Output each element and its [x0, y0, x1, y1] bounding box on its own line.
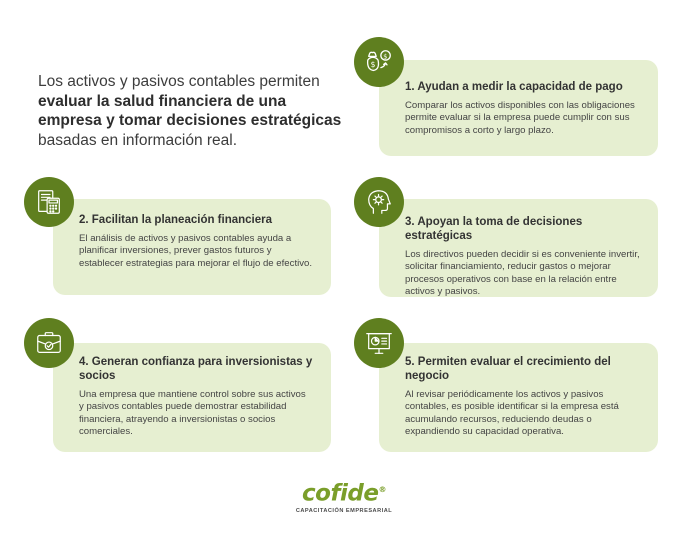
- intro-part2: basadas en información real.: [38, 131, 238, 149]
- logo-tagline: CAPACITACIÓN EMPRESARIAL: [295, 507, 393, 514]
- card-text: Al revisar periódicamente los activos y pasivos contables, es posible identificar si la empresa está acumulando recursos, reduciendo deudas o expandiendo su capacidad operativa.: [405, 389, 619, 437]
- head-gear-icon: [354, 177, 404, 227]
- presentation-board-icon: [354, 318, 404, 368]
- card-title: 3. Apoyan la toma de decisiones estratégicas: [405, 216, 583, 242]
- card-title: 2. Facilitan la planeación financiera: [79, 214, 273, 226]
- cofide-logo: [294, 478, 394, 514]
- intro-part1: Los activos y pasivos contables permiten: [38, 73, 320, 90]
- svg-text:$: $: [370, 60, 376, 70]
- card-confianza: [53, 343, 331, 452]
- card-title: 5. Permiten evaluar el crecimiento del negocio: [405, 356, 611, 382]
- card-text: Comparar los activos disponibles con las obligaciones permite evaluar si la empresa puede cumplir con sus compromisos a corto y largo plazo.: [405, 100, 635, 136]
- card-crecimiento: [379, 343, 658, 452]
- card-text: Una empresa que mantiene control sobre sus activos y pasivos contables puede demostrar estabilidad financiera, atrayendo a inversionistas o socios comerciales.: [79, 389, 306, 437]
- registered-mark: ®: [378, 485, 386, 494]
- logo-word: cofide: [302, 480, 379, 507]
- card-text: El análisis de activos y pasivos contables ayuda a planificar inversiones, prever gastos futuros y establecer estrategias para mejorar el flujo de efectivo.: [79, 233, 313, 269]
- intro-text: [38, 72, 348, 150]
- card-title: 4. Generan confianza para inversionistas y socios: [79, 356, 313, 382]
- card-planeacion: [53, 199, 331, 295]
- logo-wordmark: [294, 478, 394, 506]
- calculator-document-icon: [24, 177, 74, 227]
- card-decisiones: [379, 199, 658, 297]
- card-capacidad-pago: [379, 60, 658, 156]
- card-text: Los directivos pueden decidir si es conveniente invertir, solicitar financiamiento, reducir gastos o mejorar procesos operativos con base en la relación entre activos y pasivos.: [405, 249, 640, 297]
- briefcase-check-icon: [24, 318, 74, 368]
- intro-bold: evaluar la salud financiera de una empresa y tomar decisiones estratégicas: [38, 92, 342, 129]
- svg-text:$: $: [383, 52, 388, 61]
- money-bag-icon: [354, 37, 404, 87]
- card-title: 1. Ayudan a medir la capacidad de pago: [405, 81, 623, 93]
